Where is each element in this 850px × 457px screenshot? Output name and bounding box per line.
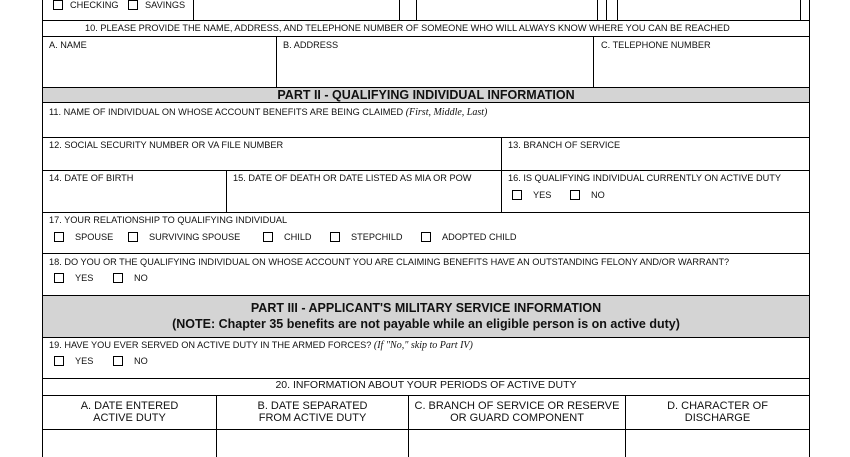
- q20-col-b-line2: FROM ACTIVE DUTY: [258, 412, 367, 424]
- q20-label: 20. INFORMATION ABOUT YOUR PERIODS OF ACTIVE DUTY: [275, 379, 577, 391]
- q20-row1-date-separated[interactable]: [218, 431, 406, 457]
- q18-no-label: NO: [134, 273, 148, 283]
- q17-label: 17. YOUR RELATIONSHIP TO QUALIFYING INDIVIDUAL: [49, 215, 288, 225]
- part3-note: (NOTE: Chapter 35 benefits are not payable while an eligible person is on active duty): [172, 317, 680, 331]
- q10-address-field[interactable]: [278, 52, 590, 86]
- q20-col-b-header: [217, 400, 408, 424]
- q10-phone-label: C. TELEPHONE NUMBER: [601, 40, 711, 50]
- q19-yes-label: YES: [75, 356, 94, 366]
- q17-adopted-child-label: ADOPTED CHILD: [442, 232, 517, 242]
- q18-yes-checkbox[interactable]: [54, 273, 64, 283]
- checking-label: CHECKING: [70, 0, 119, 10]
- q20-col-a-line2: ACTIVE DUTY: [93, 412, 166, 424]
- q18-yes-label: YES: [75, 273, 94, 283]
- q15-field[interactable]: [228, 186, 498, 211]
- q20-col-c-header: [409, 400, 625, 424]
- va-form: [42, 0, 810, 457]
- q20-col-d-header: [626, 400, 809, 424]
- q20-col-b-line1: B. DATE SEPARATED: [257, 400, 368, 412]
- q12-field[interactable]: [44, 152, 498, 169]
- q11-hint: (First, Middle, Last): [405, 107, 488, 118]
- q11-field[interactable]: [44, 120, 808, 136]
- part2-title: PART II - QUALIFYING INDIVIDUAL INFORMATION: [277, 88, 575, 102]
- q19-no-label: NO: [134, 356, 148, 366]
- q16-label: 16. IS QUALIFYING INDIVIDUAL CURRENTLY ON ACTIVE DUTY: [508, 173, 781, 183]
- q17-surviving-spouse-label: SURVIVING SPOUSE: [149, 232, 241, 242]
- q17-child-label: CHILD: [284, 232, 312, 242]
- q20-col-c-line1: C. BRANCH OF SERVICE OR RESERVE: [414, 400, 620, 412]
- q10-phone-field[interactable]: [595, 52, 807, 86]
- q19-yes-checkbox[interactable]: [54, 356, 64, 366]
- q14-field[interactable]: [44, 186, 224, 211]
- q10-name-label: A. NAME: [49, 40, 87, 50]
- q16-no-checkbox[interactable]: [570, 190, 580, 200]
- q20-col-a-header: [43, 400, 216, 424]
- q10-prompt: 10. PLEASE PROVIDE THE NAME, ADDRESS, AND TELEPHONE NUMBER OF SOMEONE WHO WILL ALWAYS KNOW WHERE YOU CAN BE REACHED: [85, 23, 730, 33]
- q18-label: 18. DO YOU OR THE QUALIFYING INDIVIDUAL ON WHOSE ACCOUNT YOU ARE CLAIMING BENEFITS HAVE AN OUTSTANDING FELONY AND/OR WARRANT?: [49, 257, 730, 267]
- q11-label: [49, 107, 487, 118]
- q20-row1-discharge[interactable]: [627, 431, 807, 457]
- q17-surviving-spouse-checkbox[interactable]: [128, 232, 138, 242]
- q19-hint: (If "No," skip to Part IV): [373, 340, 473, 351]
- q20-col-d-line2: DISCHARGE: [684, 412, 751, 424]
- q19-no-checkbox[interactable]: [113, 356, 123, 366]
- q16-yes-checkbox[interactable]: [512, 190, 522, 200]
- savings-label: SAVINGS: [145, 0, 186, 10]
- q13-label: 13. BRANCH OF SERVICE: [508, 140, 621, 150]
- q17-spouse-label: SPOUSE: [75, 232, 114, 242]
- q17-child-checkbox[interactable]: [263, 232, 273, 242]
- q14-label: 14. DATE OF BIRTH: [49, 173, 134, 183]
- q10-name-field[interactable]: [44, 52, 274, 86]
- q17-spouse-checkbox[interactable]: [54, 232, 64, 242]
- q11-text: 11. NAME OF INDIVIDUAL ON WHOSE ACCOUNT BENEFITS ARE BEING CLAIMED: [49, 107, 404, 117]
- q15-label: 15. DATE OF DEATH OR DATE LISTED AS MIA OR POW: [233, 173, 472, 183]
- q12-label: 12. SOCIAL SECURITY NUMBER OR VA FILE NUMBER: [49, 140, 284, 150]
- q20-row1-branch[interactable]: [410, 431, 623, 457]
- part3-title: PART III - APPLICANT'S MILITARY SERVICE INFORMATION: [250, 301, 602, 315]
- q17-adopted-child-checkbox[interactable]: [421, 232, 431, 242]
- q19-label: [49, 340, 473, 351]
- q20-col-a-line1: A. DATE ENTERED: [80, 400, 179, 412]
- q17-stepchild-checkbox[interactable]: [330, 232, 340, 242]
- q20-col-c-line2: OR GUARD COMPONENT: [450, 412, 584, 424]
- q16-yes-label: YES: [533, 190, 552, 200]
- q16-no-label: NO: [591, 190, 605, 200]
- q19-text: 19. HAVE YOU EVER SERVED ON ACTIVE DUTY IN THE ARMED FORCES?: [49, 340, 372, 350]
- q20-row1-date-entered[interactable]: [44, 431, 214, 457]
- q10-address-label: B. ADDRESS: [283, 40, 339, 50]
- q13-field[interactable]: [503, 152, 807, 169]
- q17-stepchild-label: STEPCHILD: [351, 232, 403, 242]
- q20-col-d-line1: D. CHARACTER OF: [667, 400, 768, 412]
- q18-no-checkbox[interactable]: [113, 273, 123, 283]
